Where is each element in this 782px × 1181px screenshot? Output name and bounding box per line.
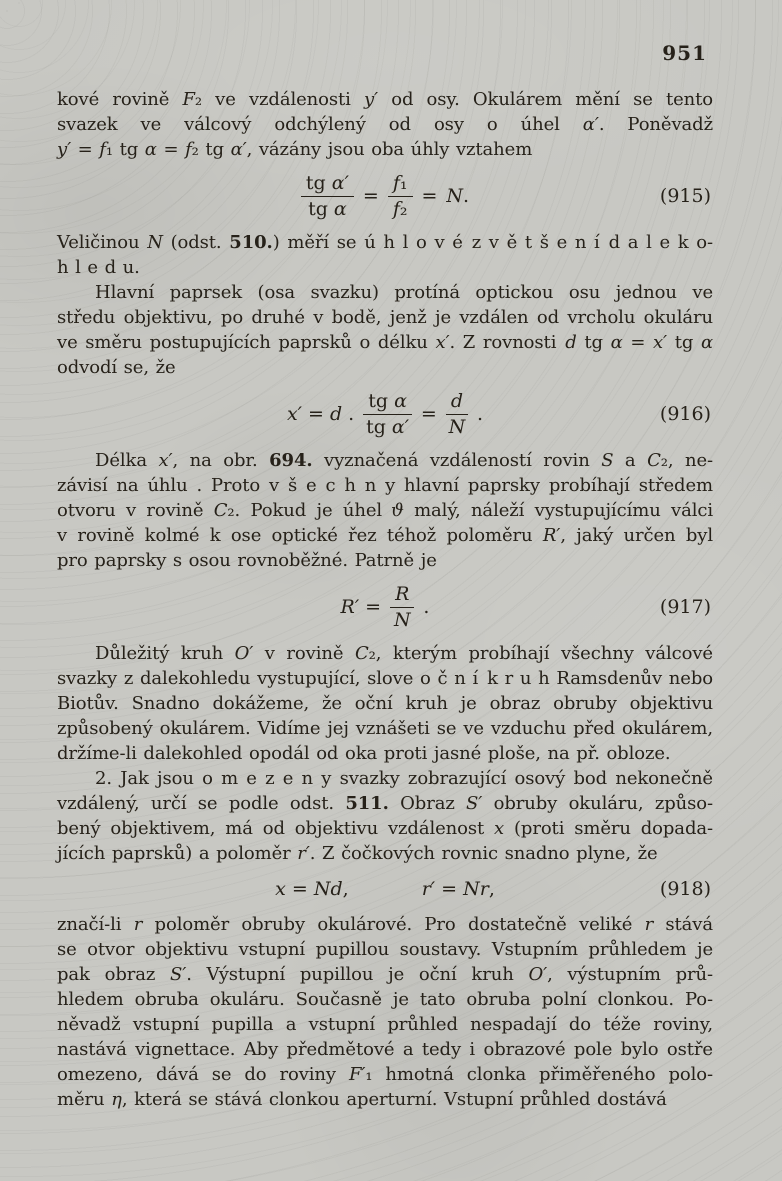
equation-918	[57, 874, 713, 904]
text-line: měru η, která se stává clonkou aperturní. Vstupní průhled dostává	[57, 1089, 667, 1110]
text-line: vzdálený, určí se podle odst. 511. Obraz S′ obruby okuláru, způso-	[57, 793, 713, 814]
period: .	[477, 403, 484, 425]
text-line: Hlavní paprsek (osa svazku) protíná optickou osu jednou ve	[95, 282, 713, 303]
fraction-d-over-n	[446, 391, 468, 438]
text-line: svazky z dalekohledu vystupující, slove o č n í k r u h Ramsdenův nebo	[57, 668, 713, 689]
equation-916	[57, 388, 713, 440]
text-line: nastává vignettace. Aby předmětové a tedy i obrazové pole bylo ostře	[57, 1039, 713, 1060]
paragraph-continuation-okular	[57, 87, 713, 162]
text-line: pro paprsky s osou rovnoběžné. Patrně je	[57, 550, 437, 571]
text-line: Délka x′, na obr. 694. vyznačená vzdáleností rovin S a C₂, ne-	[95, 450, 714, 471]
numerator: f₁	[388, 173, 413, 197]
first-relation: x = Nd,	[275, 878, 349, 900]
equation-917-expression	[341, 584, 430, 631]
equation-918-expression	[275, 878, 495, 900]
paragraph-jak-jsou-omezeny	[57, 766, 713, 866]
text-line: Biotův. Snadno dokážeme, že oční kruh je obraz obruby objektivu	[57, 693, 713, 714]
equation-number: (917)	[659, 596, 711, 618]
equation-number: (918)	[659, 878, 711, 900]
paragraph-delka-x	[57, 448, 713, 573]
text-line: závisí na úhlu . Proto v š e c h n y hlavní paprsky probíhají středem	[57, 475, 713, 496]
numerator: d	[446, 391, 468, 415]
fraction-focal-lengths	[388, 173, 413, 220]
fraction-tg-alpha	[363, 391, 412, 438]
left-hand-side: R′ =	[340, 596, 382, 618]
text-line: h l e d u.	[57, 257, 140, 278]
numerator: tg α	[363, 391, 412, 415]
paragraph-hlavni-paprsek	[57, 280, 713, 380]
text-line: jících paprsků) a poloměr r′. Z čočkových rovnic snadno plyne, že	[57, 843, 658, 864]
denominator: N	[393, 608, 411, 631]
text-block	[57, 40, 713, 1112]
fraction-r-over-n	[390, 584, 414, 631]
result-term: N.	[446, 185, 470, 207]
text-line: způsobený okulárem. Vidíme jej vznášeti se ve vzduchu před okulárem,	[57, 718, 713, 739]
left-hand-side: x′ = d .	[286, 403, 355, 425]
text-line: bený objektivem, má od objektivu vzdálenost x (proti směru dopada-	[57, 818, 713, 839]
text-line: omezeno, dává se do roviny F′₁ hmotná clonka přiměřeného polo-	[57, 1064, 713, 1085]
denominator: N	[448, 415, 466, 438]
text-line: Veličinou N (odst. 510.) měří se ú h l o v é z v ě t š e n í d a l e k o-	[57, 232, 713, 253]
text-line: svazek ve válcový odchýlený od osy o úhel α′. Poněvadž	[57, 114, 713, 135]
text-line: něvadž vstupní pupilla a vstupní průhled nespadají do téže roviny,	[57, 1014, 713, 1035]
page-number: 951	[662, 41, 707, 65]
text-line: odvodí se, že	[57, 357, 176, 378]
equation-915-expression	[301, 173, 469, 220]
paragraph-dulezity-kruh	[57, 641, 713, 766]
text-line: držíme-li dalekohled opodál od oka proti jasné ploše, na př. obloze.	[57, 743, 671, 764]
text-line: značí-li r poloměr obruby okulárové. Pro dostatečně veliké r stává	[57, 914, 713, 935]
equals-sign: =	[362, 185, 379, 207]
text-line: hledem obruba okuláru. Současně je tato obruba polní clonkou. Po-	[57, 989, 713, 1010]
equation-number: (916)	[659, 403, 711, 425]
equals-sign: =	[420, 403, 437, 425]
text-line: se otvor objektivu vstupní pupillou soustavy. Vstupním průhledem je	[57, 939, 713, 960]
equation-917	[57, 581, 713, 633]
period: .	[423, 596, 430, 618]
paragraph-velicinou-n	[57, 230, 713, 280]
paragraph-znaci-li-r	[57, 912, 713, 1112]
equation-915	[57, 170, 713, 222]
equation-number: (915)	[659, 185, 711, 207]
denominator: f₂	[392, 197, 408, 220]
text-line: 2. Jak jsou o m e z e n y svazky zobrazující osový bod nekonečně	[95, 768, 713, 789]
text-line: otvoru v rovině C₂. Pokud je úhel ϑ malý, náleží vystupujícímu válci	[57, 500, 713, 521]
second-relation: r′ = Nr,	[421, 878, 495, 900]
text-line: kové rovině F₂ ve vzdálenosti y′ od osy. Okulárem mění se tento	[57, 89, 714, 110]
text-line: y′ = f₁ tg α = f₂ tg α′, vázány jsou oba úhly vztahem	[57, 139, 533, 160]
text-line: pak obraz S′. Výstupní pupillou je oční kruh O′, výstupním prů-	[57, 964, 713, 985]
text-line: ve směru postupujících paprsků o délku x′. Z rovnosti d tg α = x′ tg α	[57, 332, 713, 353]
numerator: R	[390, 584, 414, 608]
text-line: v rovině kolmé k ose optické řez téhož poloměru R′, jaký určen byl	[57, 525, 713, 546]
text-line: Důležitý kruh O′ v rovině C₂, kterým probíhají všechny válcové	[95, 643, 713, 664]
equation-916-expression	[287, 391, 483, 438]
equals-sign: =	[421, 185, 438, 207]
text-line: středu objektivu, po druhé v bodě, jenž je vzdálen od vrcholu okuláru	[57, 307, 713, 328]
fraction-tg-alpha	[301, 173, 354, 220]
denominator: tg α	[308, 197, 347, 220]
denominator: tg α′	[366, 415, 410, 438]
numerator: tg α′	[301, 173, 354, 197]
